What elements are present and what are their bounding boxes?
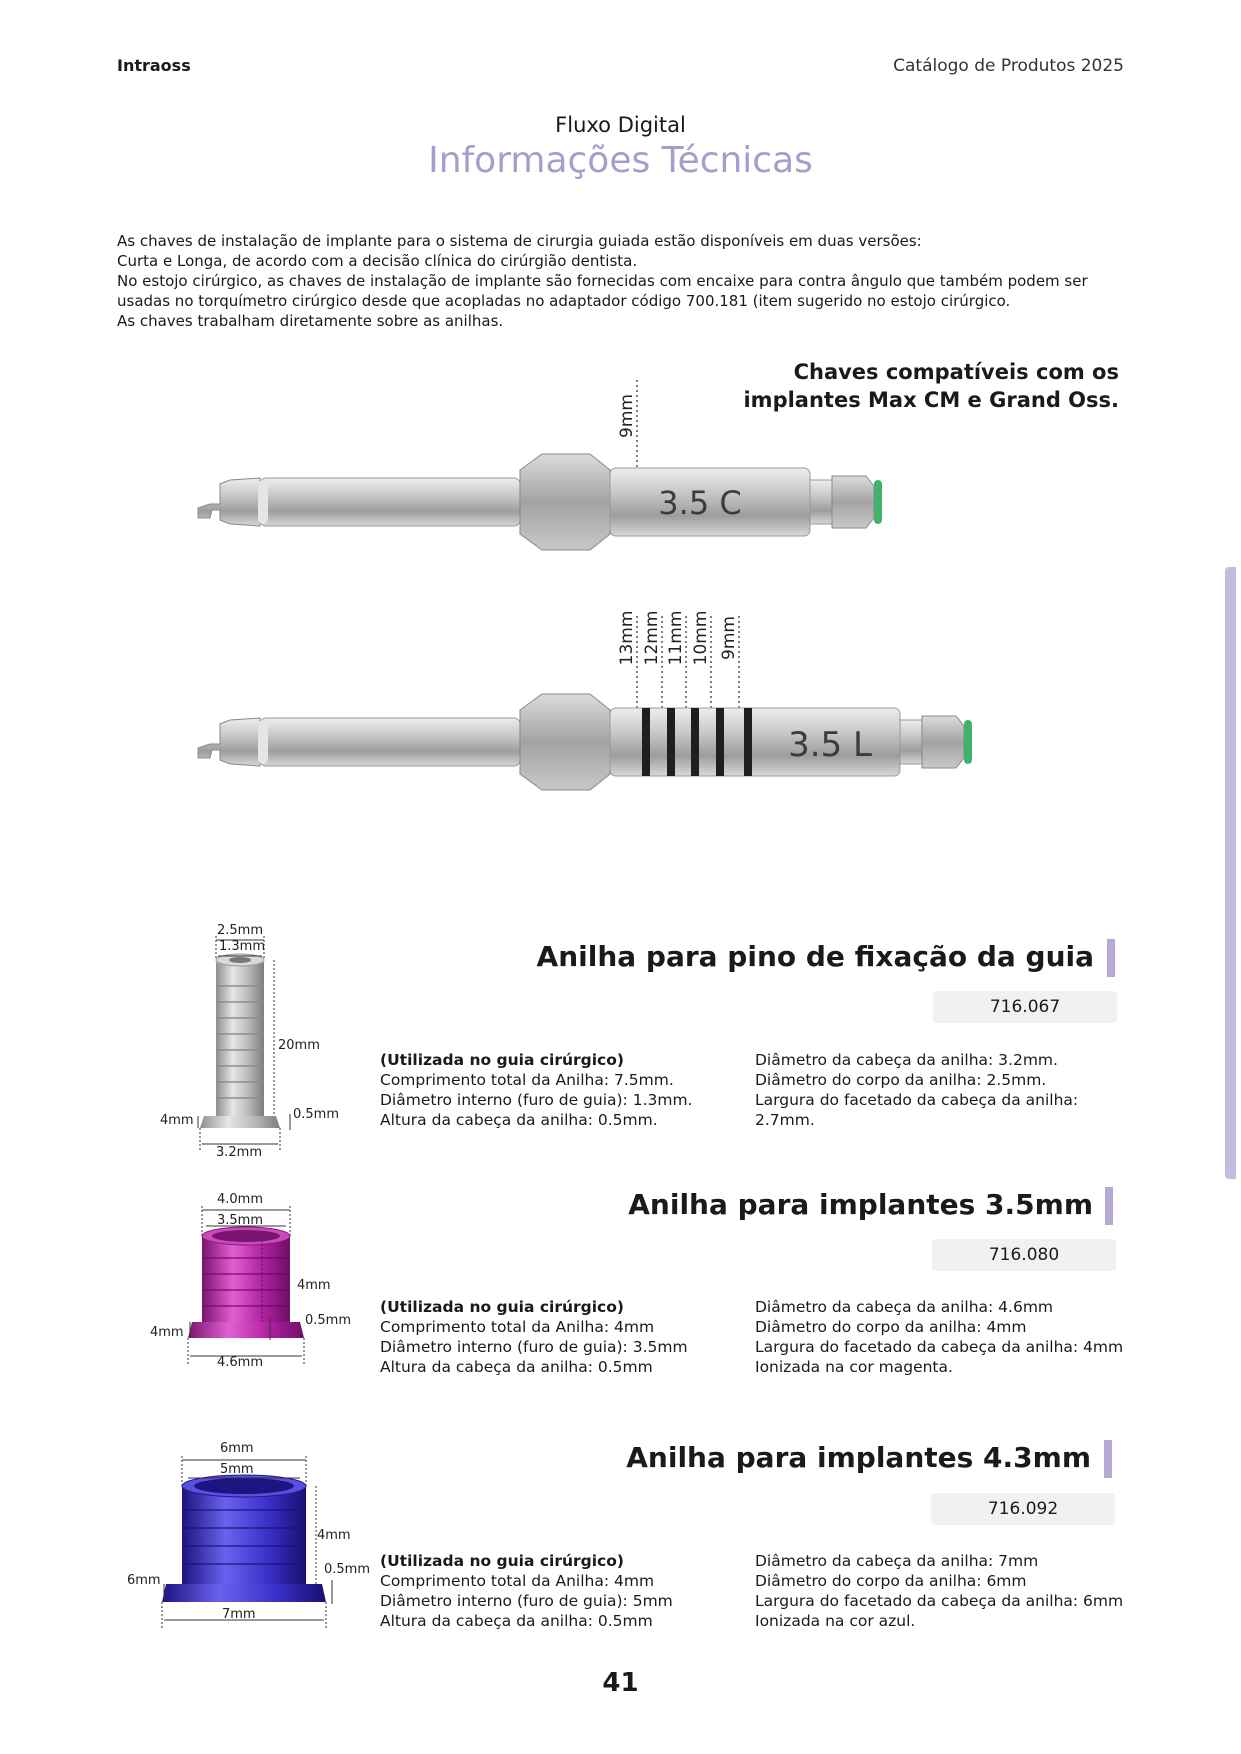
anilha-hole [229,957,251,963]
product-code: 716.080 [932,1239,1116,1271]
spec-line: Diâmetro interno (furo de guia): 1.3mm. [380,1091,693,1109]
spec-line: Diâmetro da cabeça da anilha: 4.6mm [755,1298,1054,1316]
product-code: 716.067 [933,991,1117,1023]
key-connector [832,476,874,528]
dimension-label: 12mm [642,610,662,666]
intro-text [117,231,1127,331]
product-spec-left [380,1297,688,1377]
dim-head: 0.5mm [324,1562,371,1577]
product-code: 716.092 [931,1493,1115,1525]
dim-side: 6mm [127,1573,161,1588]
dim-base: 7mm [222,1607,256,1622]
compat-line: Chaves compatíveis com os [793,360,1119,384]
spec-usage: (Utilizada no guia cirúrgico) [380,1552,624,1570]
key-hex [520,694,610,790]
spec-line: Diâmetro do corpo da anilha: 6mm [755,1572,1027,1590]
key-connector [922,716,964,768]
spec-usage: (Utilizada no guia cirúrgico) [380,1051,624,1069]
key-label: 3.5 L [788,725,872,765]
anilha-head [188,1322,304,1338]
product-spec-right [755,1050,1078,1130]
key-label: 3.5 C [658,484,742,522]
spec-line: Diâmetro interno (furo de guia): 3.5mm [380,1338,688,1356]
spec-line: Diâmetro do corpo da anilha: 2.5mm. [755,1071,1047,1089]
anilha-body [216,960,264,1120]
key-hex [520,454,610,550]
intro-line: Curta e Longa, de acordo com a decisão clínica do cirúrgião dentista. [117,252,638,270]
spec-line: Comprimento total da Anilha: 7.5mm. [380,1071,674,1089]
spec-line: Ionizada na cor azul. [755,1612,916,1630]
spec-line: Diâmetro interno (furo de guia): 5mm [380,1592,673,1610]
product-spec-right [755,1297,1123,1377]
product-spec-right [755,1551,1123,1631]
dim-top-inner: 5mm [220,1462,254,1477]
dim-head: 0.5mm [305,1313,352,1328]
spec-line: Diâmetro da cabeça da anilha: 3.2mm. [755,1051,1058,1069]
anilha-hole [212,1230,280,1242]
spec-usage: (Utilizada no guia cirúrgico) [380,1298,624,1316]
dim-height: 20mm [278,1038,320,1053]
spec-line: Diâmetro da cabeça da anilha: 7mm [755,1552,1039,1570]
spec-line: Comprimento total da Anilha: 4mm [380,1572,655,1590]
green-ring [874,480,882,524]
spec-line: Diâmetro do corpo da anilha: 4mm [755,1318,1027,1336]
title-accent-bar [1105,1187,1113,1225]
dim-top-outer: 6mm [220,1441,254,1456]
product-spec-left [380,1551,673,1631]
key-shaft-end [258,480,268,524]
page-title: Informações Técnicas [428,140,813,181]
title-accent-bar [1107,939,1115,977]
brand-name: Intraoss [117,56,191,75]
dimension-label: 9mm [617,394,637,438]
spec-line: Largura do facetado da cabeça da anilha: 6mm [755,1592,1124,1610]
dim-head: 0.5mm [293,1107,340,1122]
spec-line: Altura da cabeça da anilha: 0.5mm [380,1358,653,1376]
dim-height: 4mm [317,1528,351,1543]
key-neck [900,720,922,764]
anilha-body [202,1236,290,1324]
dimension-label: 9mm [719,616,739,660]
dim-top-inner: 1.3mm [219,939,266,954]
anilha-body [182,1486,306,1586]
key-shaft-end [258,720,268,764]
key-short-illustration [190,368,970,588]
catalog-title: Catálogo de Produtos 2025 [893,56,1124,76]
anilha-head [200,1116,280,1128]
key-shaft [260,718,520,766]
dim-side: 4mm [160,1113,194,1128]
dimension-label: 11mm [666,610,686,666]
dimension-label: 10mm [691,610,711,666]
dim-height: 4mm [297,1278,331,1293]
dimension-label: 13mm [617,610,637,666]
spec-line: Altura da cabeça da anilha: 0.5mm. [380,1111,658,1129]
spec-line: Ionizada na cor magenta. [755,1358,953,1376]
dim-top-inner: 3.5mm [217,1213,264,1228]
key-tip [198,478,260,526]
product-title: Anilha para pino de fixação da guia [536,940,1094,973]
intro-line: As chaves de instalação de implante para o sistema de cirurgia guiada estão disponíveis em duas versões: [117,232,922,250]
anilha-head [162,1584,326,1602]
dim-top-outer: 4.0mm [217,1192,264,1207]
compat-line: implantes Max CM e Grand Oss. [743,388,1119,412]
product-title: Anilha para implantes 3.5mm [628,1188,1093,1221]
dim-base: 3.2mm [216,1145,263,1160]
key-neck [810,480,832,524]
anilha-hole [194,1478,294,1494]
dim-side: 4mm [150,1325,184,1340]
spec-line: 2.7mm. [755,1111,815,1129]
green-ring [964,720,972,764]
title-accent-bar [1104,1440,1112,1478]
side-accent-bar [1225,567,1236,1179]
intro-line: No estojo cirúrgico, as chaves de instalação de implante são fornecidas com encaixe para contra ângulo que também podem ser [117,272,1088,290]
intro-line: As chaves trabalham diretamente sobre as anilhas. [117,312,504,330]
spec-line: Largura do facetado da cabeça da anilha: [755,1091,1079,1109]
key-long-illustration [190,606,1050,826]
spec-line: Altura da cabeça da anilha: 0.5mm [380,1612,653,1630]
page-subtitle: Fluxo Digital [555,113,686,137]
product-title: Anilha para implantes 4.3mm [626,1441,1091,1474]
key-shaft [260,478,520,526]
product-spec-left [380,1050,692,1130]
dim-top-outer: 2.5mm [217,923,264,938]
intro-line: usadas no torquímetro cirúrgico desde que acopladas no adaptador código 700.181 (item sugerido no estojo cirúrgico. [117,292,1011,310]
dim-base: 4.6mm [217,1355,264,1370]
page-number: 41 [602,1668,639,1698]
key-tip [198,718,260,766]
spec-line: Comprimento total da Anilha: 4mm [380,1318,655,1336]
spec-line: Largura do facetado da cabeça da anilha: 4mm [755,1338,1124,1356]
